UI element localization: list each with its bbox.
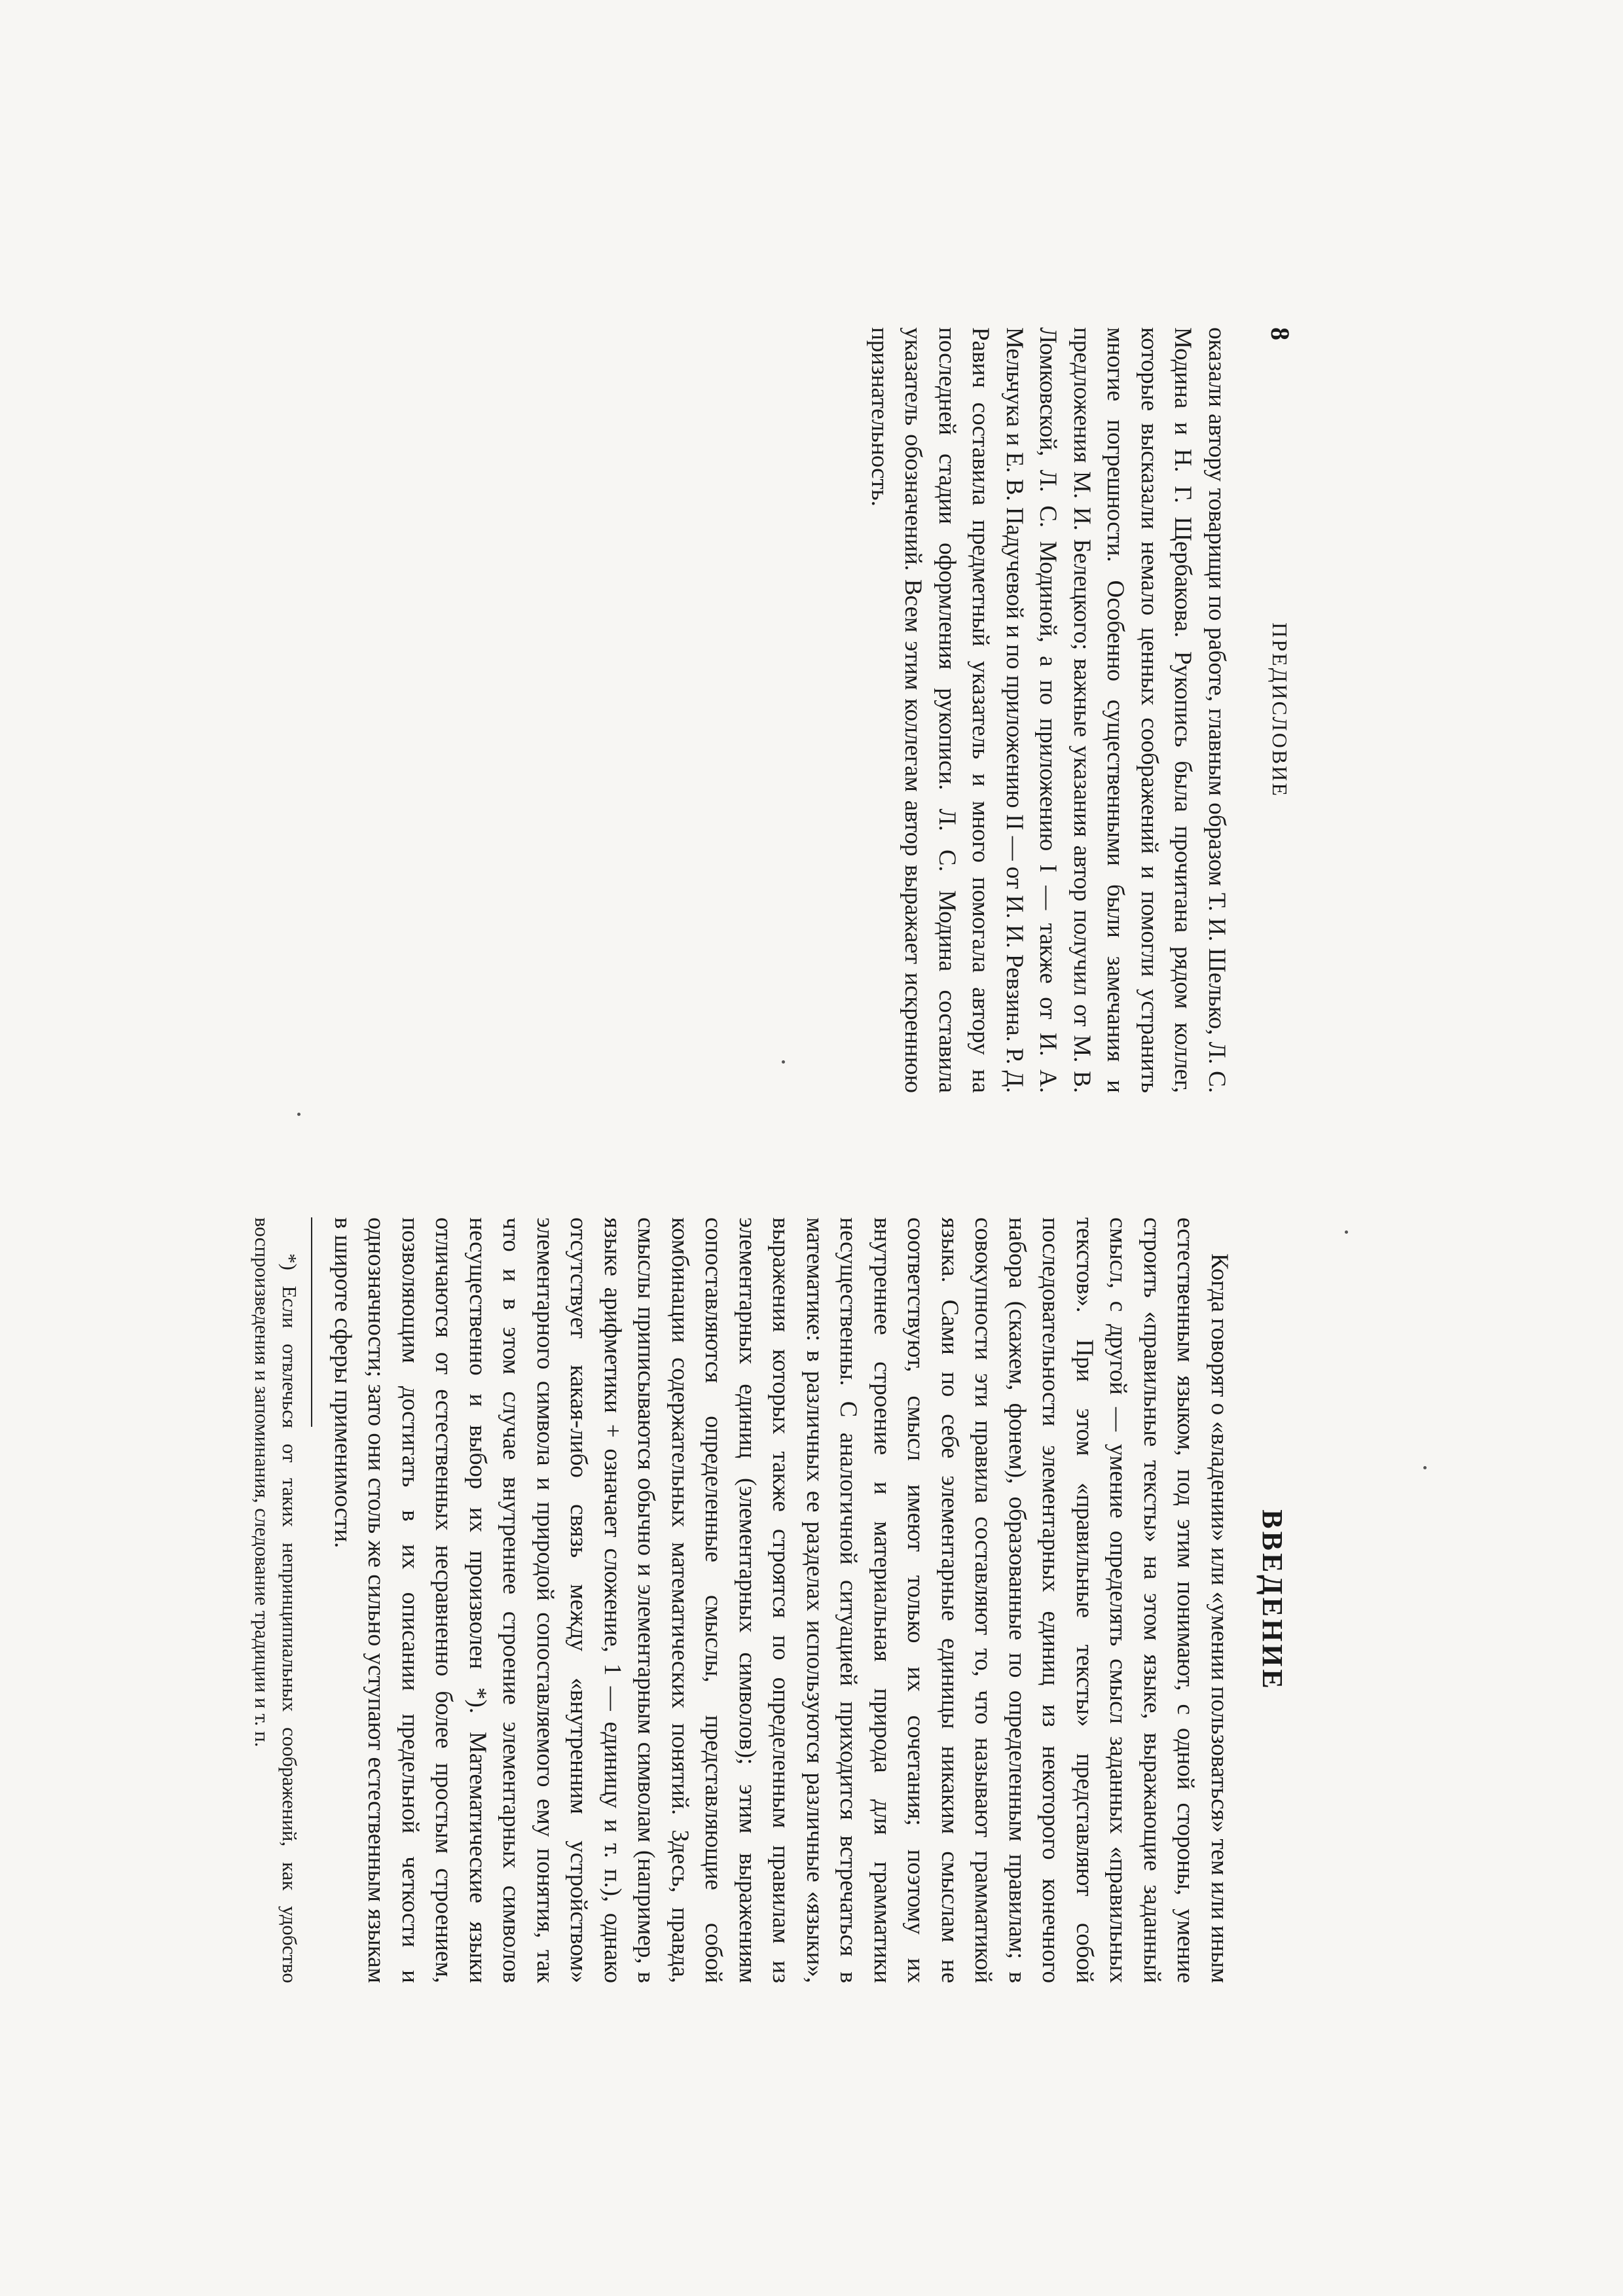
scan-speck (782, 1060, 785, 1064)
running-title: ПРЕДИСЛОВИЕ (1268, 622, 1292, 798)
left-page (863, 327, 1296, 1093)
section-title: ВВЕДЕНИЕ (1256, 1509, 1288, 1691)
footnote-rule (312, 1217, 313, 1427)
left-running-head (1250, 327, 1296, 1093)
page-number: 8 (1266, 327, 1295, 340)
scan-speck (1423, 1466, 1427, 1469)
scan-speck (1345, 1230, 1348, 1234)
footnote: *) Если отвлечься от таких непринципиальных соображений, как удобство воспроизведения и запоминания, следование традиции и т. п. (251, 1217, 302, 1983)
scan-speck (297, 1113, 301, 1116)
preface-paragraph: оказали автору товарищи по работе, главным образом Т. И. Шелько, Л. С. Модина и Н. Г. Щербакова. Рукопись была прочитана рядом коллег, которые высказали немало ценных соображений и помогли устранить многие погрешности. Особенно существенными были замечания и предложения М. И. Белецкого; важные указания автор получил от М. В. Ломковской, Л. С. Модиной, а по приложению I — также от И. А. Мельчука и Е. В. Падучевой и по приложению II — от И. И. Ревзина. Р. Д. Равич составила предметный указатель и много помогала автору на последней стадии оформления рукописи. Л. С. Модина составила указатель обозначений. Всем этим коллегам автор выражает искреннюю признательность. (866, 327, 1230, 1093)
right-page (249, 1217, 1296, 1983)
introduction-paragraph: Когда говорят о «владении» или «умении пользоваться» тем или иным естественным языком, под этим понимают, с одной стороны, умение строить «правильные тексты» на этом языке, выражающие заданный смысл, с другой — умение определять смысл заданных «правильных текстов». При этом «правильные тексты» представляют собой последовательности элементарных единиц из некоторого конечного набора (скажем, фонем), образованные по определенным правилам; в совокупности эти правила составляют то, что называют грамматикой языка. Сами по себе элементарные единицы никаким смыслам не соответствуют, смысл имеют только их сочетания; поэтому их внутреннее строение и материальная природа для грамматики несущественны. С аналогичной ситуацией приходится встречаться в математике: в различных ее разделах используются различные «языки», выражения которых также строятся по определенным правилам из элементарных единиц (элементарных символов); этим выражениям сопоставляются определенные смыслы, представляющие собой комбинации содержательных математических понятий. Здесь, правда, смыслы приписываются обычно и элементарным символам (например, в языке арифметики + означает сложение, 1 — единицу и т. п.), однако отсутствует какая-либо связь между «внутренним устройством» элементарного символа и природой сопоставляемого ему понятия, так что и в этом случае внутреннее строение элементарных символов несущественно и выбор их произволен *). Математические языки отличаются от естественных несравненно более простым строением, позволяющим достигать в их описании предельной четкости и однозначности; зато они столь же сильно уступают естественным языкам в широте сферы применимости. (329, 1217, 1233, 1983)
